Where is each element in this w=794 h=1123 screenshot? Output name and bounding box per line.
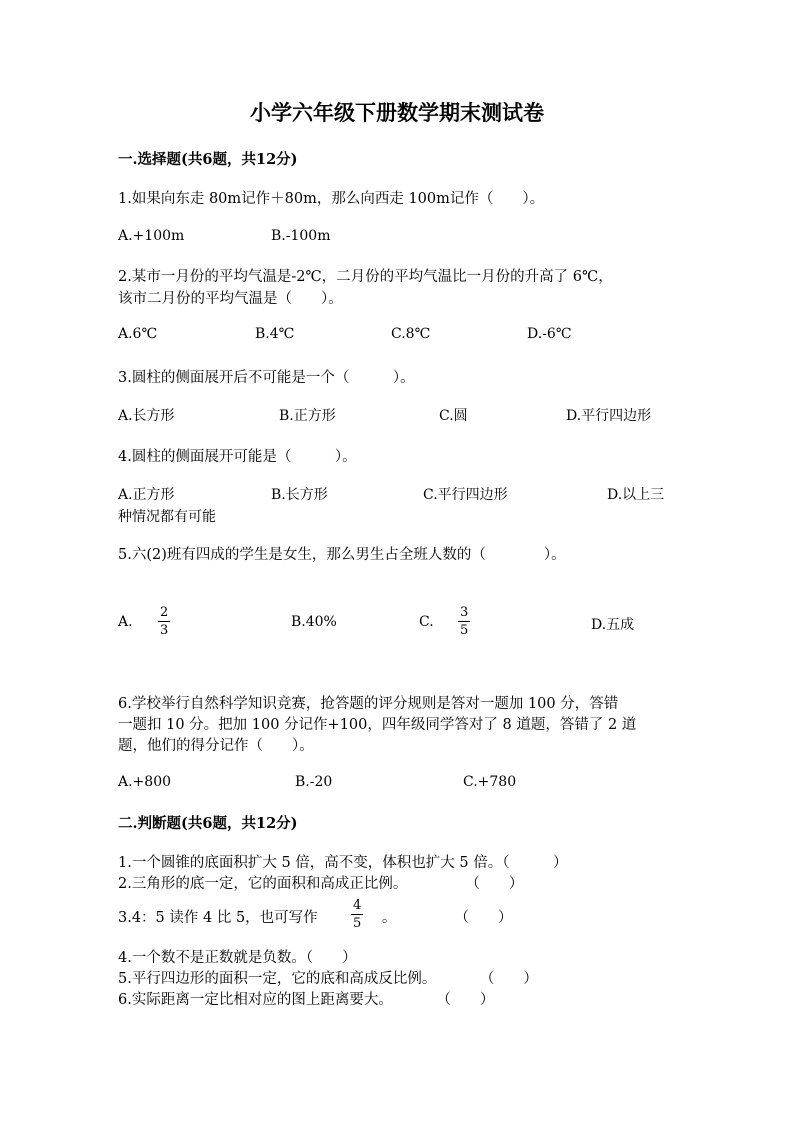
fraction-denominator: 5 [460,623,469,638]
question-3-option-b: B.正方形 [279,408,336,424]
fraction-bar [158,621,170,622]
question-2-line-2: 该市二月份的平均气温是（ ）。 [118,291,343,307]
judgement-item-3: 3.4：5 读作 4 比 5，也可写作 [118,910,318,926]
question-3-option-a: A.长方形 [118,408,175,424]
question-6-line-2: 一题扣 10 分。把加 100 分记作+100，四年级同学答对了 8 道题，答错了 2 道 [118,717,637,733]
question-6-option-c: C.+780 [463,774,517,790]
question-5-option-b: B.40% [291,614,337,630]
question-3-option-d: D.平行四边形 [566,408,652,424]
judgement-item-3-tail: 。 （ ） [382,910,513,926]
question-6-line-1: 6.学校举行自然科学知识竞赛，抢答题的评分规则是答对一题加 100 分，答错 [118,696,619,712]
judgement-item-5: 5.平行四边形的面积一定，它的底和高成反比例。 （ ） [118,971,538,987]
judgement-item-3-fraction [351,898,363,931]
fraction-bar [351,914,363,915]
question-4-text: 4.圆柱的侧面展开可能是（ ）。 [118,449,357,465]
question-4-option-a: A.正方形 [118,487,175,503]
question-2-option-a: A.6℃ [118,326,158,342]
question-1-option-b: B.-100m [271,228,331,244]
question-2-line-1: 2.某市一月份的平均气温是-2℃，二月份的平均气温比一月份的升高了 6℃， [118,269,613,285]
question-3-text: 3.圆柱的侧面展开后不可能是一个（ ）。 [118,370,415,386]
question-5-option-c-label: C. [419,614,434,630]
judgement-item-6: 6.实际距离一定比相对应的图上距离要大。 （ ） [118,992,495,1008]
fraction-denominator: 3 [160,623,169,638]
question-5-option-a-fraction [158,605,170,638]
judgement-item-4: 4.一个数不是正数就是负数。（ ） [118,950,357,966]
question-1-text: 1.如果向东走 80m记作＋80m，那么向西走 100m记作（ ）。 [118,191,545,207]
question-1-option-a: A.+100m [118,228,185,244]
fraction-numerator: 2 [160,605,169,620]
judgement-item-2: 2.三角形的底一定，它的面积和高成正比例。 （ ） [118,876,524,892]
section-heading-judgement: 二.判断题(共6题，共12分) [118,815,298,832]
judgement-item-1: 1.一个圆锥的底面积扩大 5 倍，高不变，体积也扩大 5 倍。（ ） [118,855,568,871]
question-2-option-b: B.4℃ [255,326,295,342]
question-5-option-c-fraction [458,605,470,638]
question-2-option-c: C.8℃ [391,326,431,342]
question-4-option-d: D.以上三 [607,487,665,503]
fraction-denominator: 5 [353,916,362,931]
question-4-option-d-wrap: 种情况都有可能 [118,509,216,525]
question-4-option-c: C.平行四边形 [423,487,508,503]
question-6-option-a: A.+800 [118,774,172,790]
question-5-option-d: D.五成 [591,617,635,633]
fraction-bar [458,621,470,622]
section-heading-choice: 一.选择题(共6题，共12分) [118,151,298,168]
question-3-option-c: C.圆 [439,408,468,424]
question-5-text: 5.六(2)班有四成的学生是女生，那么男生占全班人数的（ ）。 [118,547,566,563]
question-6-option-b: B.-20 [295,774,333,790]
question-6-line-3: 题，他们的得分记作（ ）。 [118,738,314,754]
page-title: 小学六年级下册数学期末测试卷 [250,100,544,125]
question-5-option-a-label: A. [118,614,133,630]
fraction-numerator: 3 [460,605,469,620]
question-2-option-d: D.-6℃ [527,326,572,342]
fraction-numerator: 4 [353,898,362,913]
question-4-option-b: B.长方形 [271,487,328,503]
